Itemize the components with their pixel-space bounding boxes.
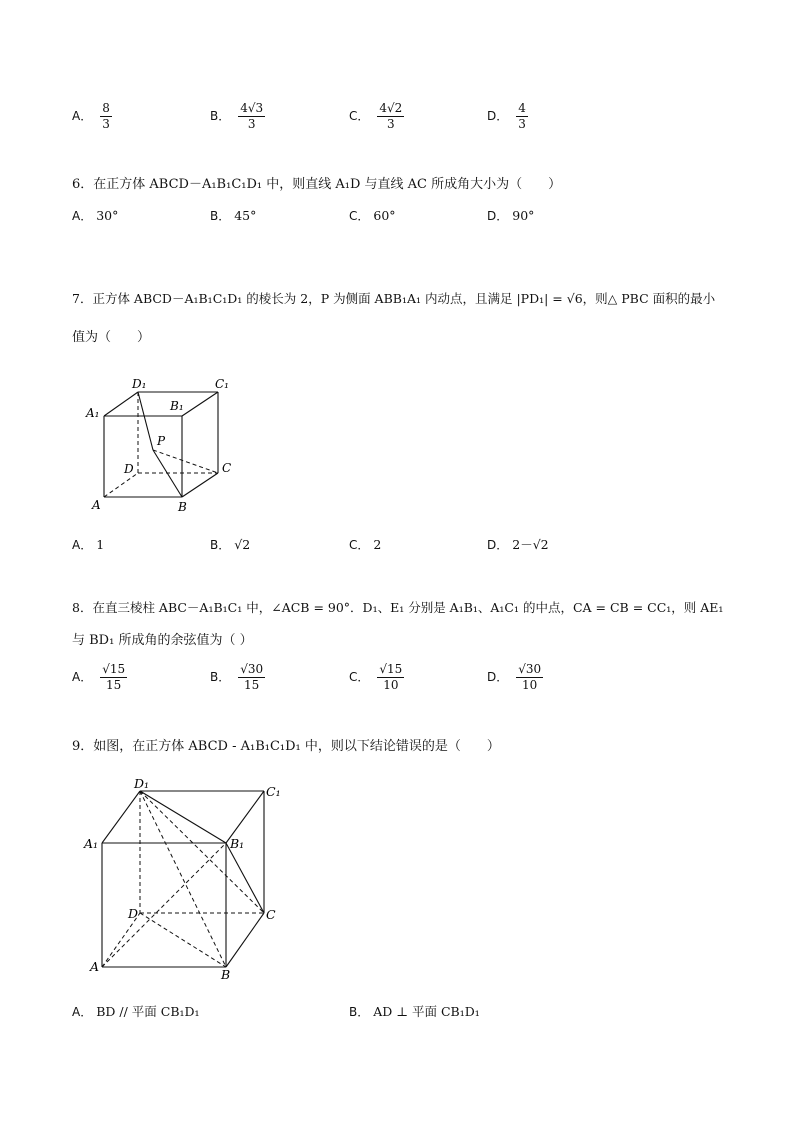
label-d: D bbox=[124, 462, 134, 476]
label-b: B bbox=[221, 967, 231, 982]
q6-option-b[interactable]: B． 45° bbox=[210, 208, 257, 223]
q9-cube-figure bbox=[80, 770, 300, 985]
q8-option-b[interactable]: B． $\frac{√30}{15}$ bbox=[210, 662, 264, 692]
q8-stem-line2: 与 BD₁ 所成角的余弦值为（ ） bbox=[72, 633, 253, 648]
q8-option-a[interactable]: A． $\frac{√15}{15}$ bbox=[72, 662, 126, 692]
q8-stem-line1: 8．在直三棱柱 ABC－A₁B₁C₁ 中，∠ACB = 90°．D₁、E₁ 分别是 A₁B₁、A₁C₁ 的中点，CA = CB = CC₁，则 AE₁ bbox=[72, 600, 724, 615]
q9-option-a[interactable]: A． BD // 平面 CB₁D₁ bbox=[72, 1004, 200, 1019]
q6-option-d[interactable]: D． 90° bbox=[487, 208, 535, 223]
fraction: $\frac{√30}{10}$ bbox=[518, 662, 542, 692]
q6-option-c[interactable]: C． 60° bbox=[349, 208, 396, 223]
fraction: $\frac{√15}{10}$ bbox=[379, 662, 403, 692]
fraction: $\frac{4√2}{3}$ bbox=[379, 101, 403, 131]
q7-stem-line2: 值为（ ） bbox=[72, 330, 151, 345]
fraction: $\frac{√15}{15}$ bbox=[102, 662, 126, 692]
label-b: B bbox=[178, 500, 187, 514]
q7-option-b[interactable]: B． √2 bbox=[210, 537, 251, 552]
label-c: C bbox=[222, 461, 232, 475]
q7-cube-figure bbox=[80, 370, 250, 520]
fraction: $\frac{4}{3}$ bbox=[518, 101, 526, 131]
q6-option-a[interactable]: A． 30° bbox=[72, 208, 119, 223]
fraction: $\frac{8}{3}$ bbox=[102, 101, 110, 131]
q7-option-d[interactable]: D． 2－√2 bbox=[487, 537, 549, 552]
label-c: C bbox=[266, 907, 276, 922]
label-d1: D₁ bbox=[134, 776, 150, 791]
q7-option-a[interactable]: A． 1 bbox=[72, 537, 105, 552]
q7-stem-line1: 7．正方体 ABCD－A₁B₁C₁D₁ 的棱长为 2，P 为侧面 ABB₁A₁ 内动点，且满足 |PD₁| = √6，则△ PBC 面积的最小 bbox=[72, 291, 716, 306]
label-p: P bbox=[157, 434, 166, 448]
q5-option-c[interactable]: C． $\frac{4√2}{3}$ bbox=[349, 101, 403, 131]
fraction: $\frac{4√3}{3}$ bbox=[240, 101, 264, 131]
q8-option-c[interactable]: C． $\frac{√15}{10}$ bbox=[349, 662, 403, 692]
q9-stem: 9．如图，在正方体 ABCD - A₁B₁C₁D₁ 中，则以下结论错误的是（ ） bbox=[72, 739, 500, 754]
label-b1: B₁ bbox=[230, 836, 245, 851]
label-d: D bbox=[128, 906, 139, 921]
label-a1: A₁ bbox=[84, 836, 99, 851]
q6-stem: 6．在正方体 ABCD－A₁B₁C₁D₁ 中，则直线 A₁D 与直线 AC 所成角大小为（ ） bbox=[72, 177, 562, 192]
q5-option-a[interactable]: A． $\frac{8}{3}$ bbox=[72, 101, 110, 131]
q9-option-b[interactable]: B． AD ⊥ 平面 CB₁D₁ bbox=[349, 1004, 480, 1019]
label-c1: C₁ bbox=[266, 784, 281, 799]
label-a: A bbox=[90, 959, 100, 974]
label-a1: A₁ bbox=[86, 406, 100, 420]
q5-option-b[interactable]: B． $\frac{4√3}{3}$ bbox=[210, 101, 264, 131]
fraction: $\frac{√30}{15}$ bbox=[240, 662, 264, 692]
q5-option-d[interactable]: D． $\frac{4}{3}$ bbox=[487, 101, 526, 131]
label-d1: D₁ bbox=[132, 377, 147, 391]
label-a: A bbox=[92, 498, 101, 512]
q8-option-d[interactable]: D． $\frac{√30}{10}$ bbox=[487, 662, 542, 692]
label-c1: C₁ bbox=[215, 377, 229, 391]
q7-option-c[interactable]: C． 2 bbox=[349, 537, 382, 552]
label-b1: B₁ bbox=[170, 399, 184, 413]
